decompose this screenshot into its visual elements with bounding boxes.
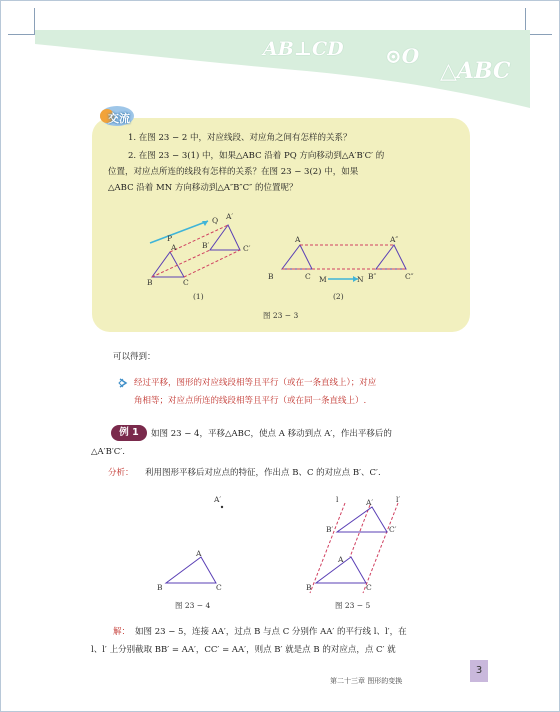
- fig5-label-l: l: [336, 495, 339, 504]
- figure-23-3: [140, 205, 420, 295]
- fig5-label-l-prime: l′: [396, 495, 401, 504]
- figure-caption-23-3: 图 23 − 3: [263, 311, 299, 320]
- fig4-label-a: A: [196, 549, 202, 558]
- example-line-2: △A′B′C′.: [91, 447, 125, 457]
- example-line-1: 如图 23 − 4，平移△ABC，使点 A 移动到点 A′，作出平移后的: [151, 429, 392, 439]
- triangle-a2b2c2: [376, 245, 406, 269]
- figure-23-3-part-1: [150, 221, 240, 277]
- label-m: M: [319, 275, 327, 284]
- label-q: Q: [212, 216, 219, 225]
- label-a2: A″: [390, 235, 399, 244]
- analysis-label: 分析：: [108, 468, 134, 478]
- label-c1: C′: [243, 244, 251, 253]
- figure-caption-2: (2): [333, 292, 344, 301]
- footer-chapter: 第二十三章 图形的变换: [330, 677, 403, 685]
- conclusion-line-1: 经过平移，图形的对应线段相等且平行（或在一条直线上）；对应: [134, 378, 377, 388]
- line-l-prime: [363, 503, 398, 593]
- label-b1: B′: [202, 241, 210, 250]
- label-p: P: [167, 234, 173, 243]
- fig4-label-a1: A′: [214, 495, 222, 504]
- line-l: [310, 503, 345, 593]
- label-c2: C″: [405, 272, 414, 281]
- conclusion-bullet-icon: [118, 378, 128, 388]
- fig5-label-c: C: [366, 583, 372, 592]
- solution-label: 解：: [113, 627, 131, 637]
- figure-23-5: [310, 503, 398, 593]
- fig4-label-b: B: [157, 583, 163, 592]
- label-b-2: B: [268, 272, 274, 281]
- label-a-2: A: [295, 235, 301, 244]
- arrow-pq: [150, 221, 208, 243]
- label-b2: B″: [368, 272, 377, 281]
- question-2-line-3: △ABC 沿着 MN 方向移动到△A″B″C″ 的位置呢？: [108, 183, 298, 193]
- triangle-abc-1: [152, 252, 184, 277]
- solution-line-1: 如图 23 − 5，连接 AA′，过点 B 与点 C 分别作 AA′ 的平行线 l、l′，在: [135, 627, 407, 637]
- fig5-label-a1: A′: [366, 498, 374, 507]
- figures-23-4-and-23-5: [150, 495, 410, 595]
- page-number: 3: [470, 660, 488, 682]
- fig5-label-b: B: [306, 583, 312, 592]
- label-c: C: [183, 278, 189, 287]
- banner-text-perpendicular: AB⊥CD: [263, 38, 344, 60]
- fig5-label-b1: B′: [326, 525, 334, 534]
- label-c-2: C: [305, 272, 311, 281]
- analysis-text: 利用图形平移后对应点的特征，作出点 B、C 的对应点 B′、C′.: [145, 468, 381, 478]
- fig4-label-c: C: [216, 583, 222, 592]
- crop-mark-top-left: [8, 8, 35, 35]
- banner-text-triangle: △ABC: [440, 58, 511, 84]
- conclusion-intro: 可以得到：: [113, 352, 156, 362]
- label-a: A: [171, 243, 177, 252]
- label-a1: A′: [226, 212, 234, 221]
- fig5-label-c1: C′: [389, 525, 397, 534]
- triangle-a1b1c1-fig5: [337, 507, 387, 532]
- triangle-abc-fig4: [166, 557, 216, 583]
- example-badge: 例 1: [111, 425, 147, 441]
- figure-23-3-part-2: [282, 245, 406, 282]
- triangle-abc-2: [282, 245, 312, 269]
- conclusion-line-2: 角相等；对应点所连的线段相等且平行（或在同一条直线上）.: [134, 396, 367, 406]
- solution-line-2: l、l′ 上分别截取 BB′ = AA′，CC′ = AA′，则点 B′ 就是点 B 的对应点，点 C′ 就: [91, 645, 396, 655]
- question-2-line-2: 位置，对应点所连的线段有怎样的关系？在图 23 − 3(2) 中，如果: [108, 167, 359, 177]
- triangle-a1b1c1: [210, 225, 240, 250]
- figure-23-4: [166, 506, 223, 583]
- fig5-label-a: A: [338, 555, 344, 564]
- question-1: 1. 在图 23 − 2 中，对应线段、对应角之间有怎样的关系？: [128, 133, 352, 143]
- figure-caption-23-4: 图 23 − 4: [175, 601, 211, 610]
- banner-text-circle: ⊙O: [385, 44, 420, 68]
- figure-caption-1: (1): [193, 292, 204, 301]
- label-n: N: [357, 275, 364, 284]
- question-2-line-1: 2. 在图 23 − 3(1) 中，如果△ABC 沿着 PQ 方向移动到△A′B′C′ 的: [128, 151, 385, 161]
- discussion-badge-label: 交流: [108, 112, 130, 125]
- label-b: B: [147, 278, 153, 287]
- figure-caption-23-5: 图 23 − 5: [335, 601, 371, 610]
